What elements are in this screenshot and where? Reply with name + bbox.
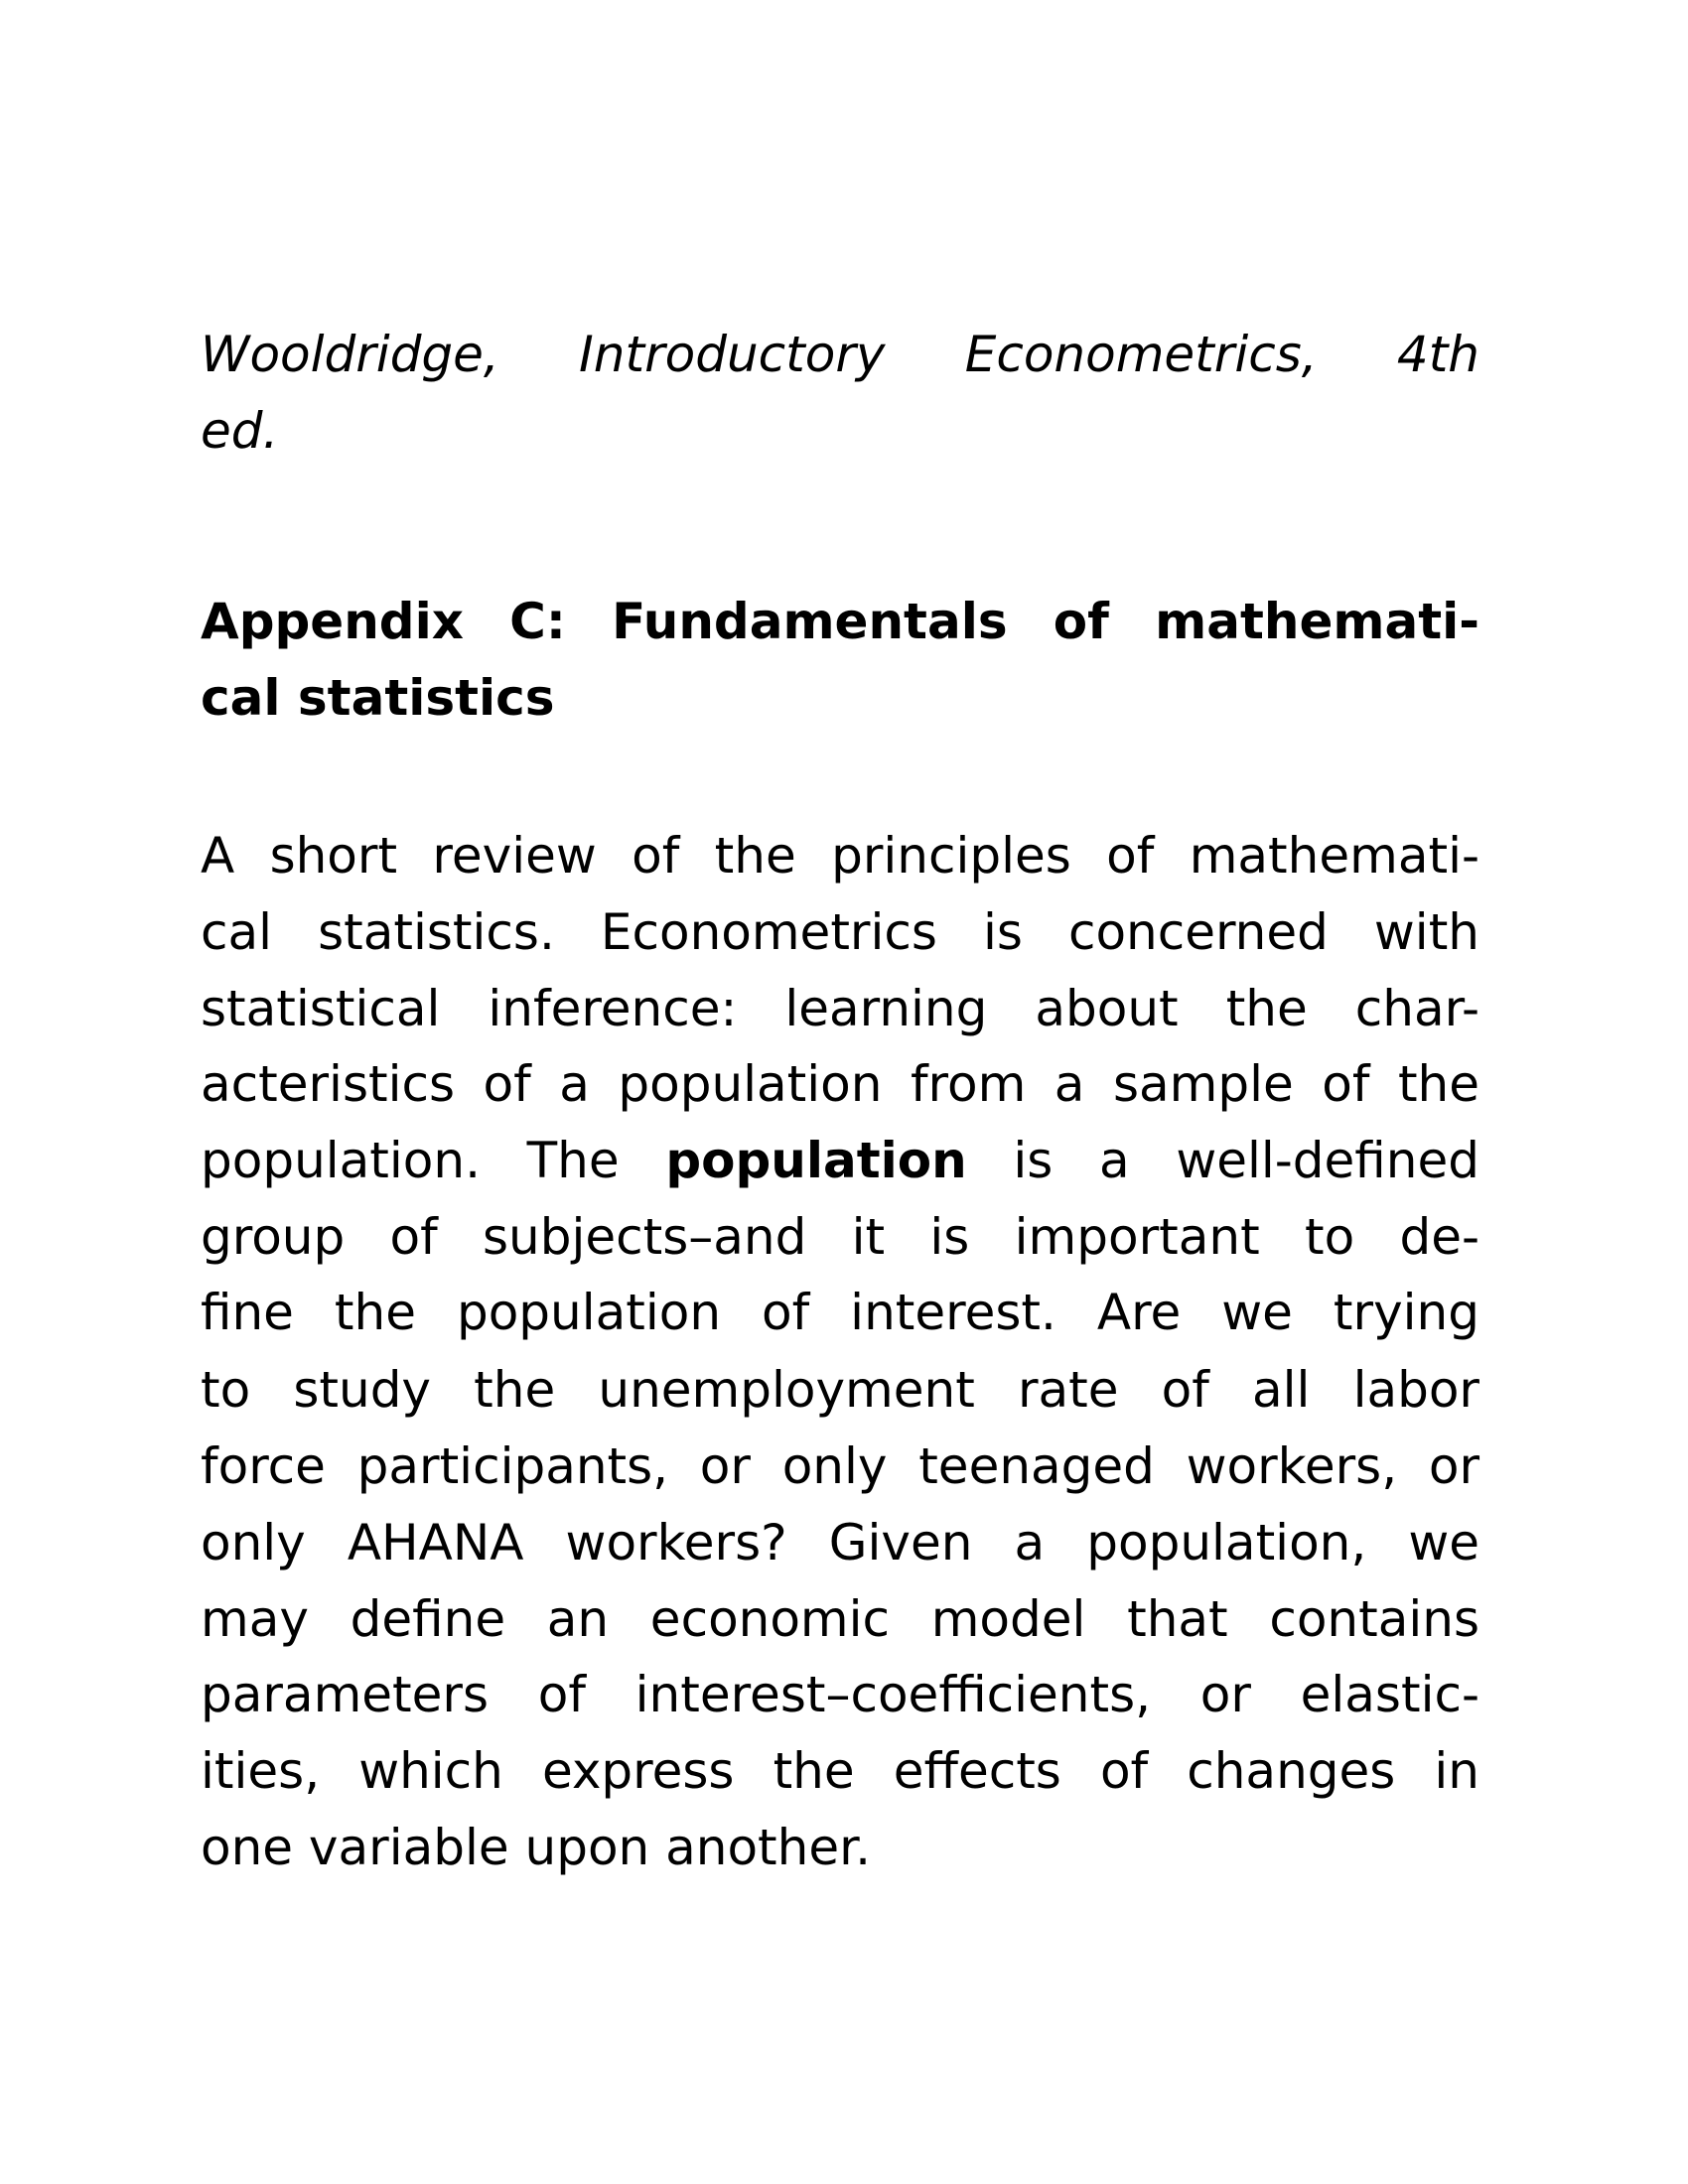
paragraph-line: cal statistics. Econometrics is concerned with bbox=[201, 903, 1479, 961]
paragraph-line: group of subjects–and it is important to de- bbox=[201, 1208, 1479, 1266]
paragraph-line: acteristics of a population from a sample of the bbox=[201, 1055, 1479, 1113]
citation-line: ed. bbox=[201, 402, 279, 460]
paragraph-line: parameters of interest–coefficients, or elastic- bbox=[201, 1666, 1479, 1723]
paragraph-line: ities, which express the effects of changes in bbox=[201, 1742, 1479, 1800]
section-title: Appendix C: Fundamentals of mathemati- bbox=[201, 593, 1479, 650]
paragraph-line: only AHANA workers? Given a population, we bbox=[201, 1514, 1479, 1571]
text-span: population. The bbox=[201, 1132, 666, 1189]
paragraph-line: fine the population of interest. Are we trying bbox=[201, 1284, 1479, 1341]
paragraph-line: one variable upon another. bbox=[201, 1819, 871, 1876]
term-population: population bbox=[665, 1132, 967, 1189]
paragraph-line: force participants, or only teenaged workers, or bbox=[201, 1437, 1479, 1495]
citation-line: Wooldridge, Introductory Econometrics, 4th bbox=[201, 326, 1479, 383]
paragraph-line bbox=[201, 1131, 1479, 1190]
paragraph-line: may define an economic model that contains bbox=[201, 1590, 1479, 1648]
paragraph-line: A short review of the principles of mathemati- bbox=[201, 827, 1479, 885]
section-title: cal statistics bbox=[201, 669, 555, 727]
paragraph-line: statistical inference: learning about the char- bbox=[201, 980, 1479, 1037]
paragraph-line: to study the unemployment rate of all labor bbox=[201, 1361, 1479, 1419]
text-span: is a well-defined bbox=[966, 1132, 1479, 1189]
